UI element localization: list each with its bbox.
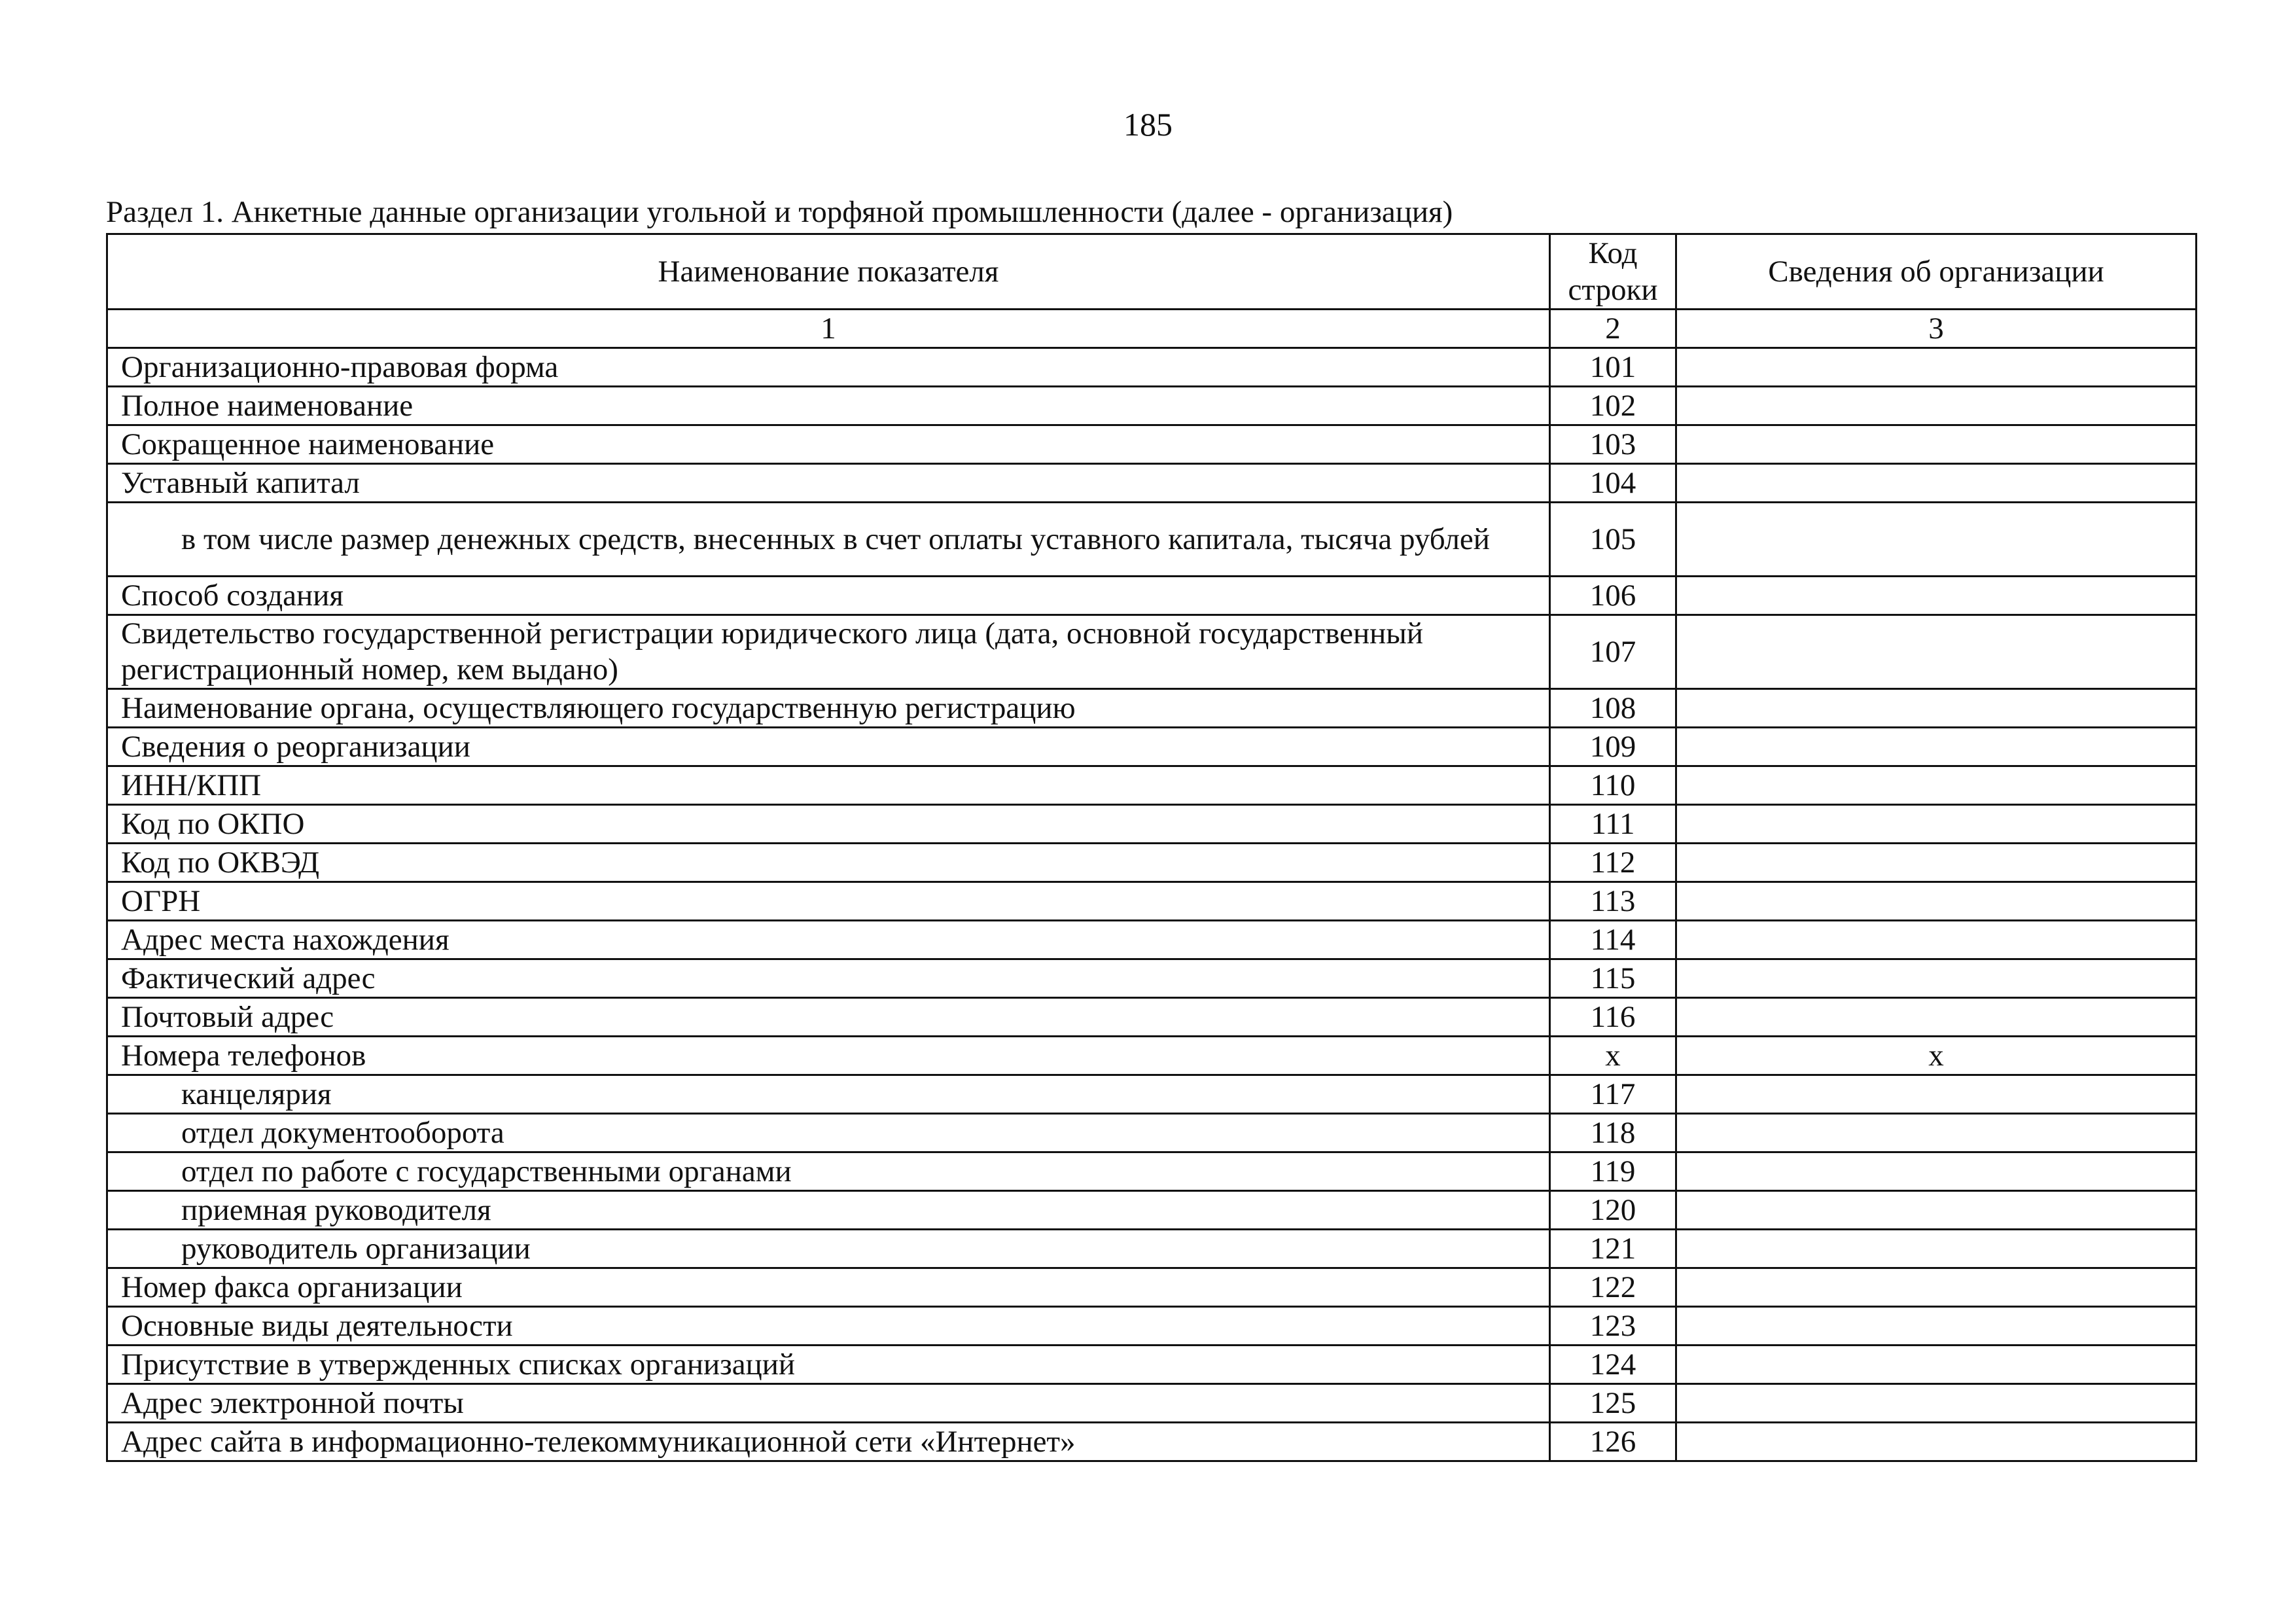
info-cell[interactable] xyxy=(1676,1230,2197,1268)
line-code: 108 xyxy=(1550,689,1676,728)
indicator-name: Способ создания xyxy=(107,577,1550,615)
table-row xyxy=(107,348,2197,387)
table-row xyxy=(107,998,2197,1037)
table-header-row xyxy=(107,234,2197,310)
info-cell[interactable] xyxy=(1676,766,2197,805)
line-code: 107 xyxy=(1550,615,1676,689)
line-code: 105 xyxy=(1550,503,1676,577)
indicator-name: в том числе размер денежных средств, внесенных в счет оплаты уставного капитала, тысяча рублей xyxy=(107,503,1550,577)
header-indicator-name: Наименование показателя xyxy=(107,234,1550,310)
indicator-name: Код по ОКВЭД xyxy=(107,844,1550,882)
info-cell[interactable] xyxy=(1676,387,2197,425)
table-row xyxy=(107,728,2197,766)
table-row xyxy=(107,766,2197,805)
line-code: 101 xyxy=(1550,348,1676,387)
table-row xyxy=(107,689,2197,728)
indicator-name: Адрес сайта в информационно-телекоммуникационной сети «Интернет» xyxy=(107,1423,1550,1461)
header-line-code xyxy=(1550,234,1676,310)
indicator-name: Номер факса организации xyxy=(107,1268,1550,1307)
info-cell[interactable] xyxy=(1676,1075,2197,1114)
table-row xyxy=(107,1307,2197,1346)
indicator-name: Организационно-правовая форма xyxy=(107,348,1550,387)
column-number-row xyxy=(107,310,2197,348)
info-cell[interactable] xyxy=(1676,728,2197,766)
table-row xyxy=(107,503,2197,577)
indicator-name: ОГРН xyxy=(107,882,1550,921)
line-code: 106 xyxy=(1550,577,1676,615)
table-row xyxy=(107,959,2197,998)
info-cell[interactable] xyxy=(1676,348,2197,387)
section-title: Раздел 1. Анкетные данные организации угольной и торфяной промышленности (далее - организация) xyxy=(106,195,1453,229)
info-cell[interactable] xyxy=(1676,844,2197,882)
table-row xyxy=(107,1152,2197,1191)
line-code: 102 xyxy=(1550,387,1676,425)
column-number: 3 xyxy=(1676,310,2197,348)
table-row xyxy=(107,1423,2197,1461)
info-cell[interactable] xyxy=(1676,1307,2197,1346)
info-cell[interactable] xyxy=(1676,615,2197,689)
table-row xyxy=(107,1191,2197,1230)
table-row xyxy=(107,1037,2197,1075)
info-cell[interactable] xyxy=(1676,689,2197,728)
table-row xyxy=(107,805,2197,844)
info-cell[interactable] xyxy=(1676,464,2197,503)
info-cell[interactable] xyxy=(1676,1152,2197,1191)
indicator-name: Сведения о реорганизации xyxy=(107,728,1550,766)
header-line-code-word: Код xyxy=(1588,236,1638,270)
indicator-name: Адрес места нахождения xyxy=(107,921,1550,959)
line-code: 113 xyxy=(1550,882,1676,921)
table-row xyxy=(107,1346,2197,1384)
line-code: 120 xyxy=(1550,1191,1676,1230)
table-row xyxy=(107,577,2197,615)
indicator-name: Наименование органа, осуществляющего государственную регистрацию xyxy=(107,689,1550,728)
info-cell: x xyxy=(1676,1037,2197,1075)
info-cell[interactable] xyxy=(1676,882,2197,921)
info-cell[interactable] xyxy=(1676,577,2197,615)
info-cell[interactable] xyxy=(1676,1191,2197,1230)
line-code: 104 xyxy=(1550,464,1676,503)
info-cell[interactable] xyxy=(1676,805,2197,844)
table-row xyxy=(107,921,2197,959)
table-row xyxy=(107,1075,2197,1114)
indicator-name: Фактический адрес xyxy=(107,959,1550,998)
line-code: 124 xyxy=(1550,1346,1676,1384)
info-cell[interactable] xyxy=(1676,1114,2197,1152)
indicator-name: Полное наименование xyxy=(107,387,1550,425)
info-cell[interactable] xyxy=(1676,1268,2197,1307)
indicator-name: ИНН/КПП xyxy=(107,766,1550,805)
table-row xyxy=(107,1384,2197,1423)
indicator-name: отдел документооборота xyxy=(107,1114,1550,1152)
indicator-name: Уставный капитал xyxy=(107,464,1550,503)
indicator-name: приемная руководителя xyxy=(107,1191,1550,1230)
indicator-name: отдел по работе с государственными органами xyxy=(107,1152,1550,1191)
table-row xyxy=(107,882,2197,921)
line-code: 117 xyxy=(1550,1075,1676,1114)
info-cell[interactable] xyxy=(1676,503,2197,577)
info-cell[interactable] xyxy=(1676,998,2197,1037)
column-number: 2 xyxy=(1550,310,1676,348)
indicator-name: Код по ОКПО xyxy=(107,805,1550,844)
line-code: 126 xyxy=(1550,1423,1676,1461)
info-cell[interactable] xyxy=(1676,1423,2197,1461)
line-code: 122 xyxy=(1550,1268,1676,1307)
table-row xyxy=(107,844,2197,882)
table-row xyxy=(107,464,2197,503)
line-code: 110 xyxy=(1550,766,1676,805)
line-code: 123 xyxy=(1550,1307,1676,1346)
indicator-name: Адрес электронной почты xyxy=(107,1384,1550,1423)
line-code: 103 xyxy=(1550,425,1676,464)
table-row xyxy=(107,615,2197,689)
header-organization-info: Сведения об организации xyxy=(1676,234,2197,310)
line-code: 118 xyxy=(1550,1114,1676,1152)
info-cell[interactable] xyxy=(1676,921,2197,959)
info-cell[interactable] xyxy=(1676,425,2197,464)
info-cell[interactable] xyxy=(1676,1384,2197,1423)
indicator-name: Основные виды деятельности xyxy=(107,1307,1550,1346)
table-row xyxy=(107,1114,2197,1152)
indicator-name: Номера телефонов xyxy=(107,1037,1550,1075)
header-line-code-row-word: строки xyxy=(1568,273,1658,307)
line-code: x xyxy=(1550,1037,1676,1075)
line-code: 125 xyxy=(1550,1384,1676,1423)
line-code: 119 xyxy=(1550,1152,1676,1191)
table-row xyxy=(107,387,2197,425)
page-number: 185 xyxy=(1123,106,1173,143)
line-code: 115 xyxy=(1550,959,1676,998)
organization-data-table xyxy=(106,233,2197,1462)
indicator-name: руководитель организации xyxy=(107,1230,1550,1268)
line-code: 114 xyxy=(1550,921,1676,959)
indicator-name: Почтовый адрес xyxy=(107,998,1550,1037)
table-row xyxy=(107,425,2197,464)
column-number: 1 xyxy=(107,310,1550,348)
table-row xyxy=(107,1268,2197,1307)
indicator-name: Свидетельство государственной регистрации юридического лица (дата, основной государственный регистрационный номер, кем выдано) xyxy=(107,615,1550,689)
table-row xyxy=(107,1230,2197,1268)
indicator-name: канцелярия xyxy=(107,1075,1550,1114)
line-code: 109 xyxy=(1550,728,1676,766)
indicator-name: Присутствие в утвержденных списках организаций xyxy=(107,1346,1550,1384)
line-code: 111 xyxy=(1550,805,1676,844)
line-code: 116 xyxy=(1550,998,1676,1037)
line-code: 112 xyxy=(1550,844,1676,882)
line-code: 121 xyxy=(1550,1230,1676,1268)
info-cell[interactable] xyxy=(1676,1346,2197,1384)
info-cell[interactable] xyxy=(1676,959,2197,998)
indicator-name: Сокращенное наименование xyxy=(107,425,1550,464)
